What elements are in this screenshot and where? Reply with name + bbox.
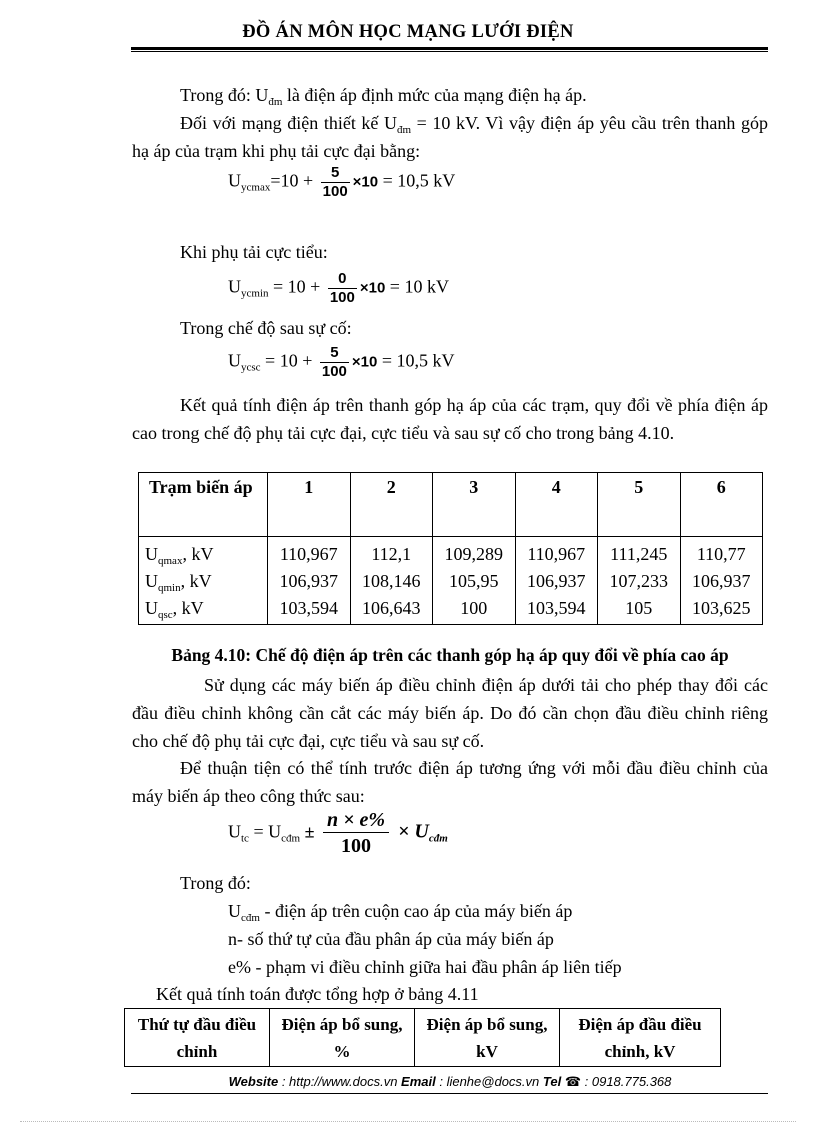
fraction: $\frac{5}{100}$ — [321, 344, 347, 380]
table-header-cell: Điện áp đầu điều chỉnh, kV — [560, 1009, 721, 1067]
result-paragraph: Kết quả tính điện áp trên thanh góp hạ áp của các trạm, quy đổi về phía điện áp cao trong chế độ phụ tải cực đại, cực tiểu và sau sự cố cho trong bảng 4.10. — [132, 395, 768, 443]
table-cell: 110,967 106,937 103,594 — [515, 537, 598, 625]
summary-line: Kết quả tính toán được tổng hợp ở bảng 4.11 — [156, 984, 479, 1004]
table-header-cell: Điện áp bổ sung, % — [270, 1009, 415, 1067]
table-cell: 109,289 105,95 100 — [433, 537, 516, 625]
sc-label: Trong chế độ sau sự cố: — [180, 318, 352, 338]
fraction: $\frac{5}{100}$ — [322, 164, 348, 200]
definition-item: e% - phạm vi điều chỉnh giữa hai đầu phân áp liên tiếp — [228, 957, 622, 977]
header-rule-thin — [131, 51, 768, 52]
footer-rule — [131, 1093, 768, 1094]
tap-table — [124, 1008, 721, 1067]
table-data-row — [139, 537, 763, 625]
paragraph-2: Sử dụng các máy biến áp điều chỉnh điện áp dưới tải cho phép thay đổi các đầu điều chỉnh không cần cắt các máy biến áp. Do đó cần chọn đầu điều chỉnh riêng cho chế độ phụ tải cực đại, cực tiểu và sau sự cố. — [132, 675, 768, 751]
formula-ycmax: $U_{ycmax}=10$ + $\frac{5}{100}$ ×10 = 10,5 kV — [228, 164, 456, 200]
intro-line-2: Đối với mạng điện thiết kế $U_{đm} = 10$ kV. Vì vậy điện áp yêu cầu trên thanh góp hạ áp của trạm khi phụ tải cực đại bằng: — [132, 113, 768, 161]
table-caption: Bảng 4.10: Chế độ điện áp trên các thanh góp hạ áp quy đổi về phía cao áp — [171, 645, 729, 665]
formula-ycmin: $U_{ycmin} = 10$ + $\frac{0}{100}$ ×10 = 10 kV — [228, 270, 449, 306]
table-header-cell: Trạm biến áp — [139, 473, 268, 537]
table-header-cell: 6 — [680, 473, 763, 537]
min-label: Khi phụ tải cực tiểu: — [180, 242, 328, 262]
definition-item: n- số thứ tự của đầu phân áp của máy biến áp — [228, 929, 554, 949]
table-header-row — [125, 1009, 721, 1067]
table-cell: 110,77 106,937 103,625 — [680, 537, 763, 625]
table-cell: 112,1 108,146 106,643 — [350, 537, 433, 625]
header-rule — [131, 47, 768, 50]
page-header-title: ĐỒ ÁN MÔN HỌC MẠNG LƯỚI ĐIỆN — [242, 22, 574, 42]
fraction: $\frac{n \times e\%}{100}$ — [323, 808, 389, 859]
table-header-cell: 3 — [433, 473, 516, 537]
table-header-cell: 5 — [598, 473, 681, 537]
table-header-cell: 2 — [350, 473, 433, 537]
table-header-row — [139, 473, 763, 537]
paragraph-3: Để thuận tiện có thể tính trước điện áp tương ứng với mỗi đầu điều chỉnh của máy biến áp theo công thức sau: — [132, 758, 768, 806]
intro-line-1: Trong đó: $U_{đm}$ là điện áp định mức của mạng điện hạ áp. — [180, 85, 587, 108]
table-cell: 110,967 106,937 103,594 — [268, 537, 351, 625]
formula-tc: $U_{tc} = U_{cđm}$ ± $\frac{n \times e\%}{100}$ × $U_{cđm}$ — [228, 809, 448, 857]
formula-ycsc: $U_{ycsc} = 10$ + $\frac{5}{100}$ ×10 = 10,5 kV — [228, 344, 455, 380]
table-header-cell: 1 — [268, 473, 351, 537]
table-cell: 111,245 107,233 105 — [598, 537, 681, 625]
voltage-table — [138, 472, 763, 625]
fraction: $\frac{0}{100}$ — [329, 270, 355, 306]
definition-item: $U_{cđm}$ - điện áp trên cuộn cao áp của máy biến áp — [228, 901, 573, 924]
where-label: Trong đó: — [180, 873, 251, 893]
phone-icon: ☎ — [564, 1074, 582, 1089]
page-footer: Website : http://www.docs.vn Email : lienhe@docs.vn Tel ☎ : 0918.775.368 — [228, 1074, 672, 1089]
row-label-cell: $U_{qmax}$, kV $U_{qmin}$, kV $U_{qsc}$, kV — [139, 537, 268, 625]
table-header-cell: Thứ tự đầu điều chỉnh — [125, 1009, 270, 1067]
table-header-cell: Điện áp bổ sung, kV — [415, 1009, 560, 1067]
table-header-cell: 4 — [515, 473, 598, 537]
